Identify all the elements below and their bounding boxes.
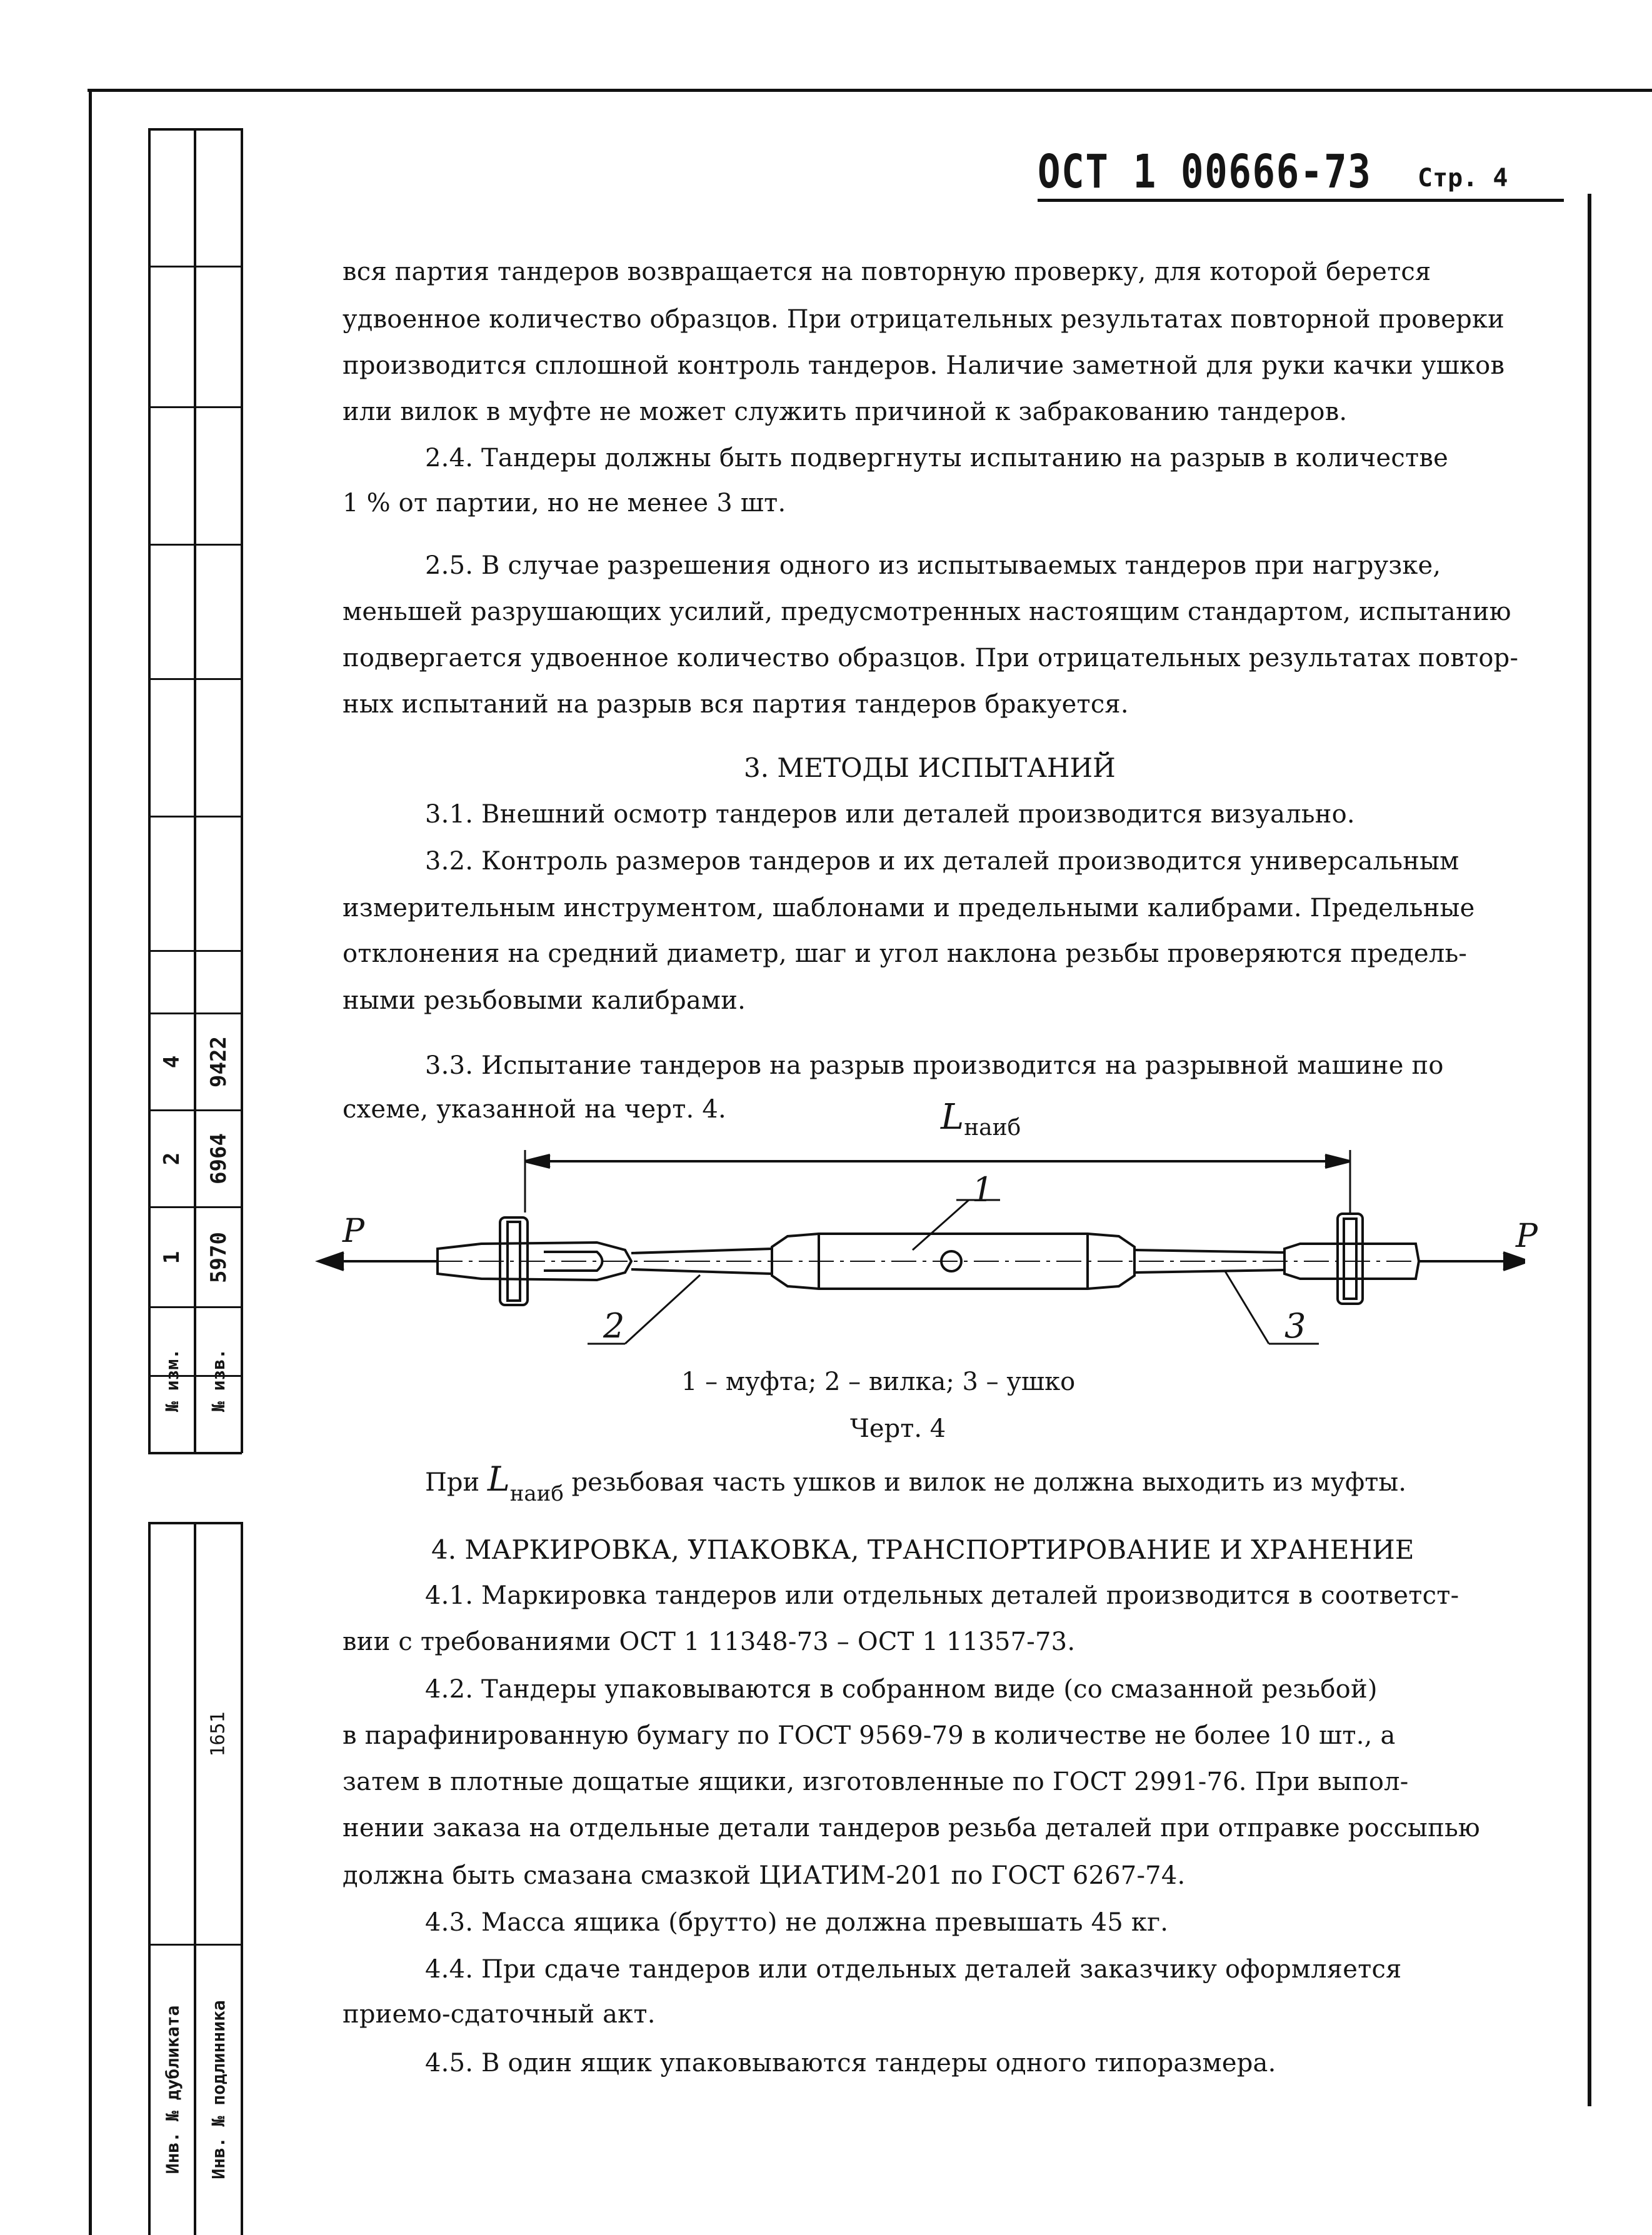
- rev-izv-9422: 9422: [206, 1036, 231, 1088]
- text-line: или вилок в муфте не может служить причиной к забракованию тандеров.: [343, 398, 1348, 426]
- text-line: 3.2. Контроль размеров тандеров и их деталей производится универсальным: [425, 847, 1459, 876]
- turnbuckle-drawing: [300, 1088, 1525, 1375]
- callout-3: 3: [1284, 1306, 1306, 1346]
- text-line: 2.5. В случае разрешения одного из испытываемых тандеров при нагрузке,: [425, 551, 1441, 580]
- text-line: 4.4. При сдаче тандеров или отдельных деталей заказчику оформляется: [425, 1955, 1402, 1984]
- text-line: производится сплошной контроль тандеров. Наличие заметной для руки качки ушков: [343, 351, 1505, 380]
- rev-izm-4: 4: [159, 1055, 185, 1069]
- text-line: в парафинированную бумагу по ГОСТ 9569-79 в количестве не более 10 шт., а: [343, 1721, 1396, 1750]
- text-line: 1 % от партии, но не менее 3 шт.: [343, 489, 786, 518]
- note-prefix: При: [425, 1468, 480, 1497]
- text-line: 3.1. Внешний осмотр тандеров или деталей производится визуально.: [425, 800, 1355, 829]
- text-line: меньшей разрушающих усилий, предусмотренных настоящим стандартом, испытанию: [343, 598, 1511, 626]
- note-text: резьбовая часть ушков и вилок не должна выходить из муфты.: [571, 1468, 1406, 1497]
- rev-izv-6964: 6964: [206, 1133, 231, 1184]
- dup-inventory-label: Инв. № дубликата: [162, 2005, 183, 2174]
- text-line: 3.3. Испытание тандеров на разрыв производится на разрывной машине по: [425, 1051, 1444, 1080]
- text-line: 2.4. Тандеры должны быть подвергнуты испытанию на разрыв в количестве: [425, 444, 1448, 472]
- page-number: Стр. 4: [1418, 164, 1508, 192]
- dimension-l-label: [941, 1097, 1021, 1141]
- rev-izm-2: 2: [159, 1152, 185, 1166]
- text-line: нении заказа на отдельные детали тандеров резьба деталей при отправке россыпью: [343, 1814, 1480, 1842]
- rev-izv-5970: 5970: [206, 1231, 231, 1283]
- text-line: вии с требованиями ОСТ 1 11348-73 – ОСТ 1 11357-73.: [343, 1628, 1076, 1656]
- text-line: 4.5. В один ящик упаковываются тандеры одного типоразмера.: [425, 2049, 1276, 2078]
- text-line: ными резьбовыми калибрами.: [343, 986, 746, 1015]
- text-line: 4.2. Тандеры упаковываются в собранном виде (со смазанной резьбой): [425, 1675, 1378, 1704]
- text-line: 4.1. Маркировка тандеров или отдельных деталей производится в соответст-: [425, 1581, 1459, 1610]
- text-line: затем в плотные дощатые ящики, изготовленные по ГОСТ 2991-76. При выпол-: [343, 1768, 1409, 1796]
- note-l-sub: наиб: [509, 1481, 564, 1506]
- text-line: отклонения на средний диаметр, шаг и угол наклона резьбы проверяются предель-: [343, 939, 1468, 968]
- rev-izv-label: № изв.: [208, 1348, 229, 1412]
- document-code: ОСТ 1 00666-73: [1038, 145, 1372, 199]
- text-line: подвергается удвоенное количество образцов. При отрицательных результатах повтор-: [343, 644, 1519, 672]
- section-4-title: 4. МАРКИРОВКА, УПАКОВКА, ТРАНСПОРТИРОВАНИЕ И ХРАНЕНИЕ: [431, 1534, 1414, 1565]
- dimension-l-sub: наиб: [964, 1115, 1021, 1141]
- callout-1: 1: [972, 1170, 994, 1209]
- text-line: 4.3. Масса ящика (брутто) не должна превышать 45 кг.: [425, 1908, 1169, 1937]
- text-line: схеме, указанной на черт. 4.: [343, 1095, 726, 1124]
- callout-2: 2: [603, 1306, 625, 1346]
- note-l-symbol: L: [487, 1459, 510, 1499]
- rev-izm-label: № изм.: [162, 1348, 183, 1412]
- orig-inventory-number: 1651: [208, 1711, 229, 1757]
- orig-inventory-label: Инв. № подлинника: [208, 1999, 229, 2179]
- frame-left-line: [89, 89, 92, 2235]
- text-line: удвоенное количество образцов. При отрицательных результатах повторной проверки: [343, 305, 1505, 334]
- section-3-title: 3. МЕТОДЫ ИСПЫТАНИЙ: [744, 752, 1116, 783]
- text-line: приемо-сдаточный акт.: [343, 2000, 656, 2029]
- figure-note: [425, 1459, 1406, 1506]
- rev-izm-1: 1: [159, 1251, 185, 1264]
- text-line: должна быть смазана смазкой ЦИАТИМ-201 по ГОСТ 6267-74.: [343, 1861, 1186, 1890]
- force-label-right: P: [1516, 1218, 1538, 1255]
- force-label-left: P: [343, 1212, 364, 1250]
- text-line: вся партия тандеров возвращается на повторную проверку, для которой берется: [343, 258, 1431, 286]
- text-line: измерительным инструментом, шаблонами и предельными калибрами. Предельные: [343, 894, 1475, 922]
- figure-caption: Черт. 4: [850, 1414, 946, 1443]
- dimension-l-symbol: L: [941, 1097, 964, 1138]
- frame-top-line: [88, 89, 1652, 92]
- text-line: ных испытаний на разрыв вся партия тандеров бракуется.: [343, 690, 1129, 719]
- frame-right-line: [1588, 194, 1591, 2106]
- figure-legend: 1 – муфта; 2 – вилка; 3 – ушко: [681, 1368, 1076, 1396]
- header-underline: [1038, 199, 1564, 202]
